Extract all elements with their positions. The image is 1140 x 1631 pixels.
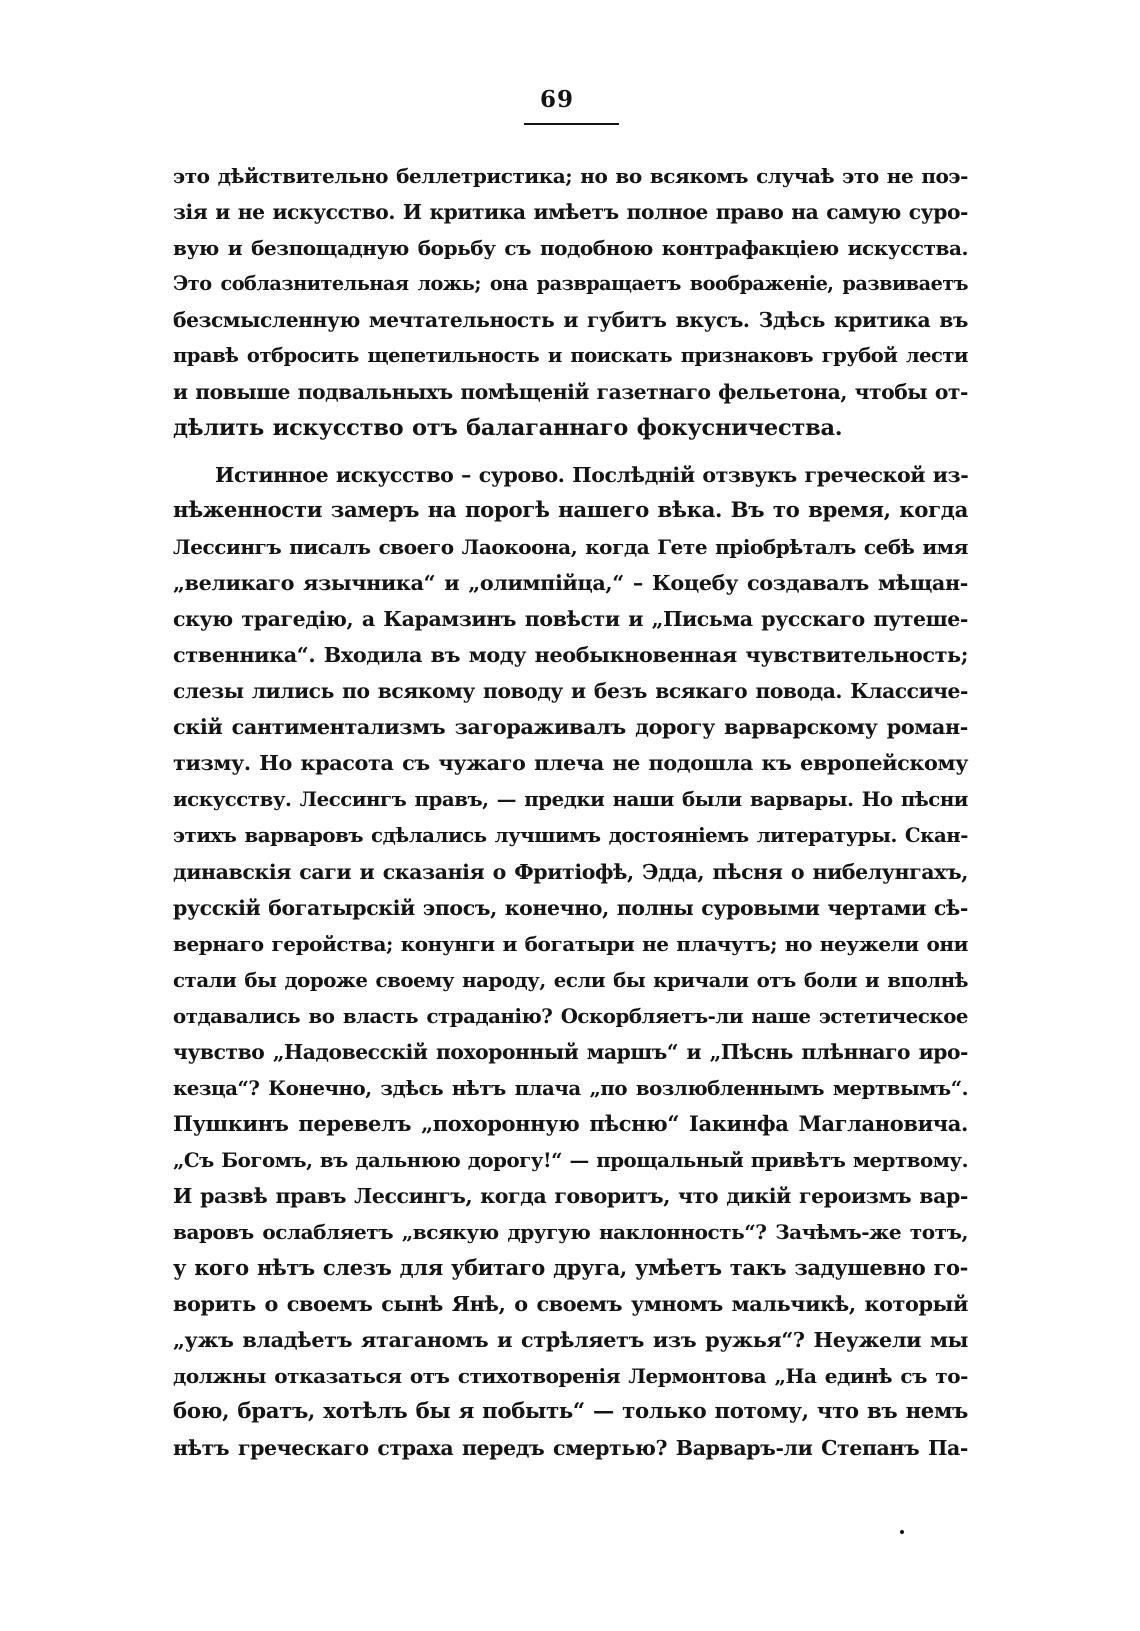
text-line: это дѣйствительно беллетристика; но во всякомъ случаѣ это не поэ- <box>173 164 968 188</box>
header-rule <box>524 123 619 125</box>
text-line: чувство „Надовесскій похоронный маршъ“ и „Пѣснь плѣннаго иро- <box>173 1039 968 1064</box>
text-line: кезца“? Конечно, здѣсь нѣтъ плача „по возлюбленнымъ мертвымъ“. <box>173 1075 968 1100</box>
text-line: должны отказаться отъ стихотворенія Лермонтова „На единѣ съ то- <box>173 1364 968 1389</box>
text-line: варовъ ослабляетъ „всякую другую наклонность“? Зачѣмъ-же тотъ, <box>173 1219 968 1244</box>
text-line: правѣ отбросить щепетильность и поискать признаковъ грубой лести <box>173 344 968 368</box>
text-line: отдавались во власть страданію? Оскорбляетъ-ли наше эстетическое <box>173 1003 968 1028</box>
paragraph-2 <box>173 457 968 1466</box>
text-line: Истинное искусство – сурово. Послѣдній отзвукъ греческой из- <box>215 463 969 487</box>
text-line: безсмысленную мечтательность и губитъ вкусъ. Здѣсь критика въ <box>173 308 968 333</box>
text-line: дѣлить искусство отъ балаганнаго фокусничества. <box>173 415 843 442</box>
text-line: Лессингъ писалъ своего Лаокоона, когда Гете пріобрѣталъ себѣ имя <box>173 535 968 560</box>
text-line: Это соблазнительная ложь; она развращаетъ воображеніе, развиваетъ <box>173 272 968 296</box>
text-line: ворить о своемъ сынѣ Янѣ, о своемъ умномъ мальчикѣ, который <box>173 1292 968 1317</box>
text-line: вернаго геройства; конунги и богатыри не плачутъ; но неужели они <box>173 931 968 956</box>
text-line: у кого нѣтъ слезъ для убитаго друга, умѣетъ такъ задушевно го- <box>173 1255 968 1281</box>
text-line: слезы лились по всякому поводу и безъ всякаго повода. Классиче- <box>173 679 968 704</box>
text-line: вую и безпощадную борьбу съ подобною контрафакціею искусства. <box>173 236 968 261</box>
text-line: нѣженности замеръ на порогѣ нашего вѣка. Въ то время, когда <box>173 498 968 524</box>
text-line: ственника“. Входила въ моду необыкновенная чувствительность; <box>173 643 968 668</box>
text-line: И развѣ правъ Лессингъ, когда говоритъ, что дикій героизмъ вар- <box>173 1183 968 1208</box>
text-line: зія и не искусство. И критика имѣетъ полное право на самую суро- <box>173 200 968 225</box>
text-line: бою, братъ, хотѣлъ бы я побыть“ — только потому, что въ немъ <box>173 1399 968 1425</box>
text-line: „Съ Богомъ, въ дальнюю дорогу!“ — прощальный привѣтъ мертвому. <box>173 1147 968 1172</box>
text-line: русскій богатырскій эпосъ, конечно, полны суровыми чертами сѣ- <box>173 895 968 920</box>
text-line: искусству. Лессингъ правъ, — предки наши были варвары. Но пѣсни <box>173 787 968 812</box>
text-line: „ужъ владѣетъ ятаганомъ и стрѣляетъ изъ ружья“? Неужели мы <box>173 1328 968 1353</box>
text-line: „великаго язычника“ и „олимпійца,“ – Коцебу создавалъ мѣщан- <box>173 571 968 596</box>
paragraph-1 <box>173 158 968 446</box>
ink-speck <box>900 1530 904 1534</box>
text-line: Пушкинъ перевелъ „похоронную пѣсню“ Іакинфа Маглановича. <box>173 1110 968 1136</box>
text-line: скій сантиментализмъ загораживалъ дорогу варварскому роман- <box>173 715 968 740</box>
text-line: и повыше подвальныхъ помѣщеній газетнаго фельетона, чтобы от- <box>173 380 968 405</box>
page-number: 69 <box>539 86 574 113</box>
text-line: скую трагедію, а Карамзинъ повѣсти и „Письма русскаго путеше- <box>173 607 968 632</box>
text-line: нѣтъ греческаго страха передъ смертью? Варваръ-ли Степанъ Па- <box>173 1436 968 1461</box>
text-line: стали бы дороже своему народу, если бы кричали отъ боли и вполнѣ <box>173 967 968 992</box>
text-line: тизму. Но красота съ чужаго плеча не подошла къ европейскому <box>173 751 968 776</box>
text-line: динавскія саги и сказанія о Фритіофѣ, Эдда, пѣсня о нибелунгахъ, <box>173 859 968 884</box>
text-line: этихъ варваровъ сдѣлались лучшимъ достояніемъ литературы. Скан- <box>173 823 968 848</box>
